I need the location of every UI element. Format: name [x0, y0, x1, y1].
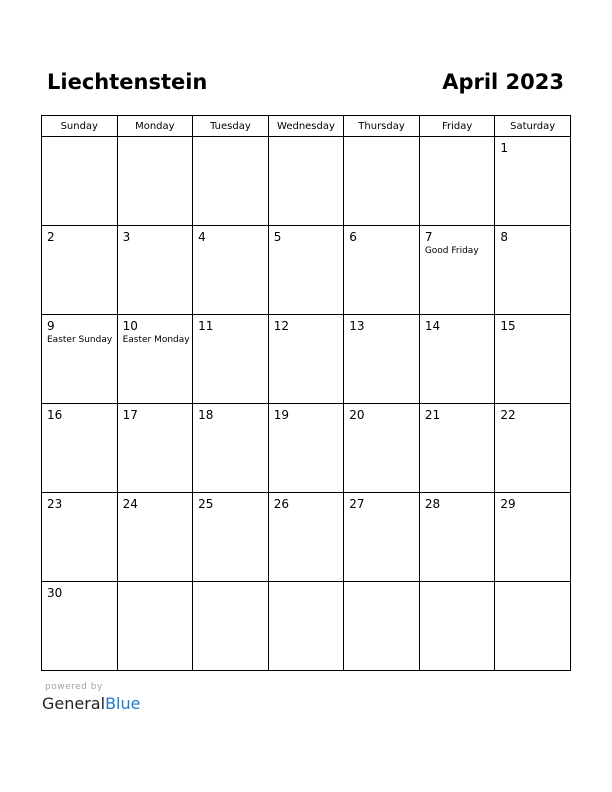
day-cell — [344, 137, 420, 226]
day-number: 24 — [122, 497, 138, 511]
week-row — [42, 493, 571, 582]
day-number: 3 — [122, 230, 131, 244]
day-cell — [495, 137, 571, 226]
day-number: 27 — [349, 497, 365, 511]
day-number: 20 — [349, 408, 365, 422]
day-cell — [117, 315, 193, 404]
day-cell — [117, 404, 193, 493]
day-number — [193, 137, 268, 141]
holiday-label: Easter Monday — [122, 335, 190, 345]
day-number: 14 — [424, 319, 441, 333]
day-cell — [495, 404, 571, 493]
weekday-friday: Friday — [419, 116, 495, 137]
day-cell — [42, 137, 118, 226]
day-number: 23 — [47, 497, 63, 511]
week-row — [42, 137, 571, 226]
day-number — [420, 582, 495, 586]
day-number: 17 — [122, 408, 138, 422]
day-cell — [419, 226, 495, 315]
day-number: 18 — [198, 408, 214, 422]
day-cell — [193, 137, 269, 226]
day-number: 8 — [500, 230, 509, 244]
day-cell — [495, 315, 571, 404]
day-number: 28 — [424, 497, 441, 511]
day-number: 6 — [349, 230, 357, 244]
day-cell — [344, 582, 420, 671]
weekday-tuesday: Tuesday — [193, 116, 269, 137]
day-number: 16 — [47, 408, 63, 422]
day-cell — [117, 137, 193, 226]
day-number — [42, 137, 117, 141]
week-row — [42, 582, 571, 671]
weekday-sunday: Sunday — [42, 116, 118, 137]
week-row — [42, 226, 571, 315]
day-cell — [193, 582, 269, 671]
day-cell — [117, 226, 193, 315]
day-number: 2 — [47, 230, 55, 244]
day-cell — [268, 404, 344, 493]
day-cell — [117, 582, 193, 671]
day-number: 26 — [273, 497, 289, 511]
brand-logo — [42, 694, 140, 713]
day-number: 11 — [198, 319, 214, 333]
day-cell — [42, 315, 118, 404]
day-number: 4 — [198, 230, 206, 244]
day-cell — [268, 582, 344, 671]
week-row — [42, 404, 571, 493]
day-number — [193, 582, 268, 586]
day-cell — [419, 137, 495, 226]
day-cell — [344, 404, 420, 493]
day-cell — [42, 404, 118, 493]
day-number: 21 — [424, 408, 441, 422]
day-cell — [117, 493, 193, 582]
day-cell — [419, 315, 495, 404]
day-number — [344, 137, 419, 141]
holiday-label: Easter Sunday — [47, 335, 113, 345]
day-number — [344, 582, 419, 586]
day-cell — [42, 226, 118, 315]
day-cell — [344, 315, 420, 404]
day-cell — [419, 582, 495, 671]
day-number: 13 — [349, 319, 365, 333]
day-number: 1 — [500, 141, 509, 155]
day-number: 7 — [424, 230, 433, 244]
weekday-wednesday: Wednesday — [268, 116, 344, 137]
weekday-thursday: Thursday — [344, 116, 420, 137]
day-cell — [193, 226, 269, 315]
calendar-grid — [41, 115, 571, 671]
day-number: 30 — [47, 586, 63, 600]
brand-blue-text: Blue — [105, 694, 141, 713]
day-cell — [42, 582, 118, 671]
day-number: 9 — [47, 319, 55, 333]
day-cell — [344, 226, 420, 315]
day-number — [118, 582, 193, 586]
day-number — [420, 137, 495, 141]
day-number — [269, 582, 344, 586]
day-number — [269, 137, 344, 141]
day-cell — [495, 493, 571, 582]
calendar-title-country: Liechtenstein — [47, 70, 208, 94]
calendar-title-month: April 2023 — [442, 70, 564, 94]
day-number — [118, 137, 193, 141]
day-number: 29 — [500, 497, 516, 511]
day-cell — [344, 493, 420, 582]
day-cell — [419, 493, 495, 582]
day-cell — [193, 315, 269, 404]
day-cell — [193, 493, 269, 582]
day-cell — [42, 493, 118, 582]
weekday-monday: Monday — [117, 116, 193, 137]
weekday-header-row — [42, 116, 571, 137]
day-cell — [268, 137, 344, 226]
weekday-saturday: Saturday — [495, 116, 571, 137]
day-cell — [268, 315, 344, 404]
week-row — [42, 315, 571, 404]
day-cell — [495, 582, 571, 671]
day-number: 15 — [500, 319, 516, 333]
day-cell — [419, 404, 495, 493]
powered-by-label: powered by — [45, 682, 103, 692]
day-number — [495, 582, 570, 586]
holiday-label: Good Friday — [424, 246, 479, 256]
day-cell — [268, 226, 344, 315]
day-number: 5 — [273, 230, 282, 244]
day-cell — [268, 493, 344, 582]
day-number: 25 — [198, 497, 214, 511]
day-number: 19 — [273, 408, 289, 422]
day-number: 10 — [122, 319, 138, 333]
day-cell — [193, 404, 269, 493]
day-number: 22 — [500, 408, 516, 422]
brand-general-text: General — [42, 694, 106, 713]
day-number: 12 — [273, 319, 289, 333]
day-cell — [495, 226, 571, 315]
